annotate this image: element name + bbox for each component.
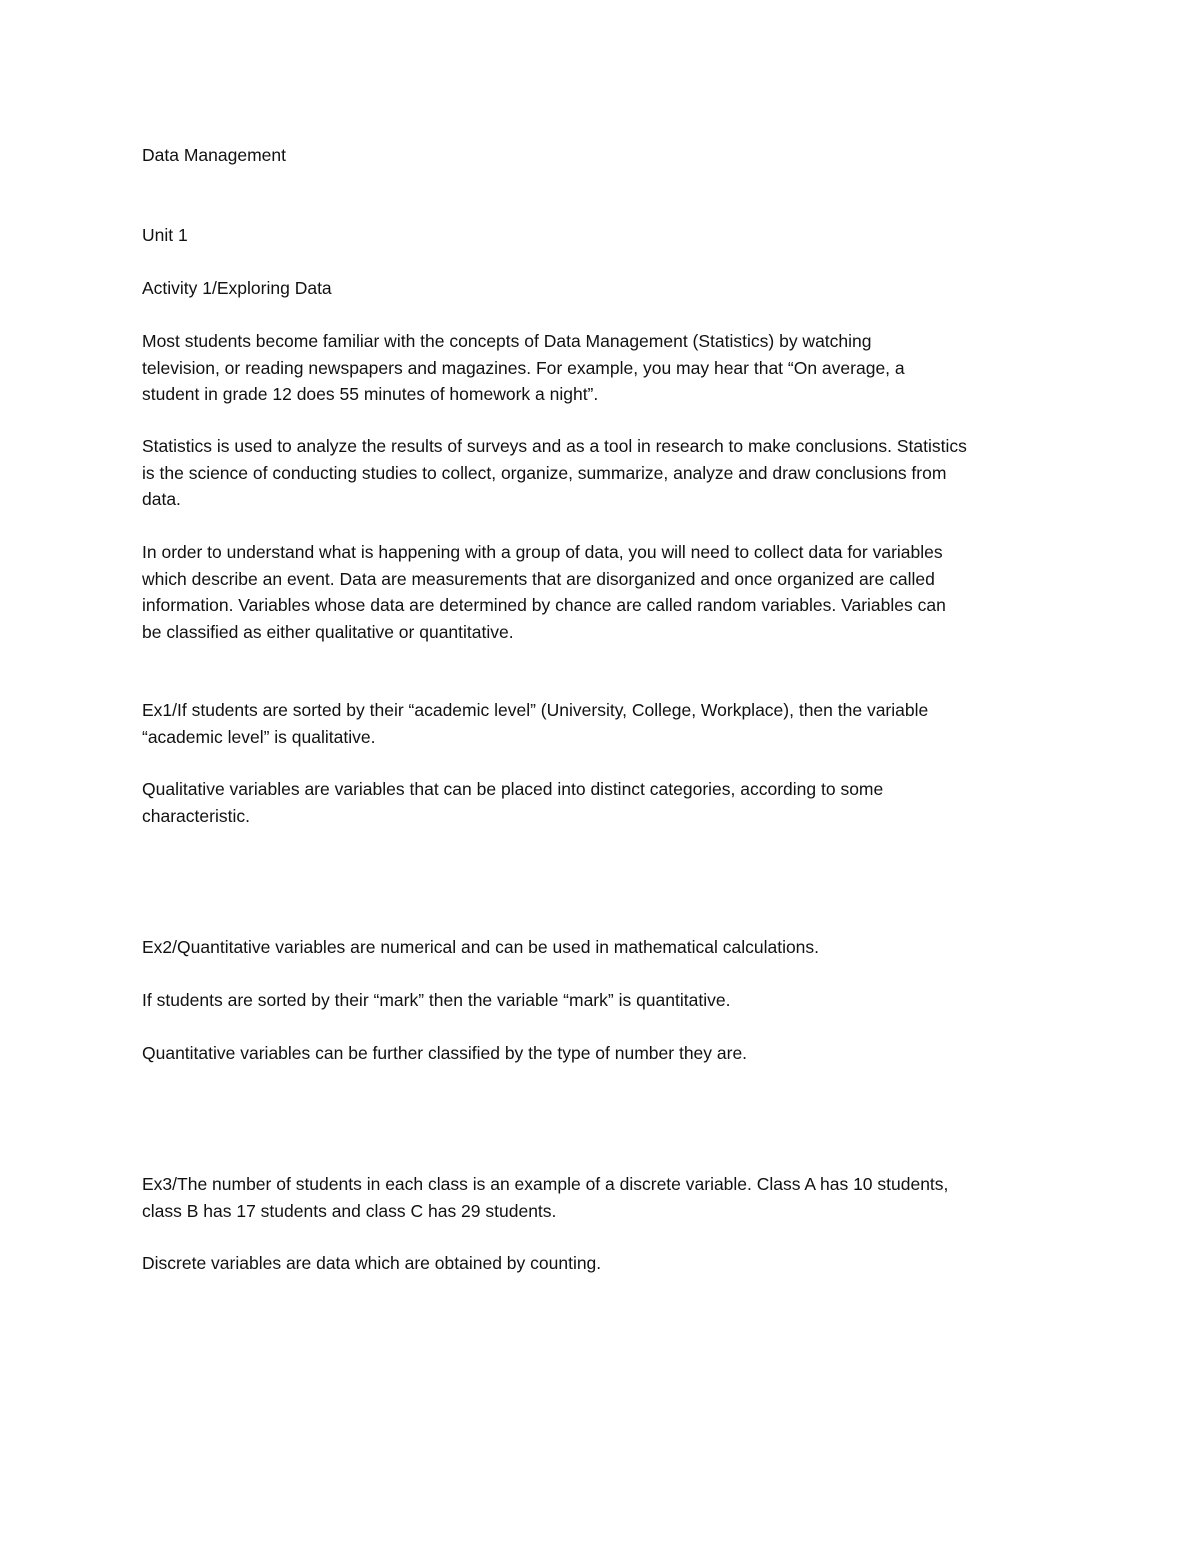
mark-sentence: [142, 987, 730, 1014]
paragraph-line: If students are sorted by their “mark” then the variable “mark” is quantitative.: [142, 990, 731, 1010]
example-3: [142, 1171, 948, 1224]
document-title: [142, 142, 286, 169]
paragraph-line: which describe an event. Data are measurements that are disorganized and once organized are called: [142, 568, 935, 589]
example-2: [142, 934, 819, 961]
paragraph-variables: [142, 539, 946, 645]
activity-heading: [142, 275, 332, 302]
unit-heading: [142, 222, 188, 249]
paragraph-line: class B has 17 students and class C has 29 students.: [142, 1200, 557, 1221]
paragraph-line: television, or reading newspapers and magazines. For example, you may hear that “On average, a: [142, 357, 905, 378]
paragraph-line: data.: [142, 489, 181, 509]
discrete-definition: [142, 1250, 601, 1277]
qualitative-definition: [142, 776, 883, 829]
paragraph-line: information. Variables whose data are determined by chance are called random variables. Variables can: [142, 595, 946, 615]
activity-text: Activity 1/Exploring Data: [142, 278, 332, 298]
paragraph-line: is the science of conducting studies to collect, organize, summarize, analyze and draw conclusions from: [142, 462, 947, 483]
paragraph-line: student in grade 12 does 55 minutes of homework a night”.: [142, 384, 599, 404]
paragraph-statistics: [142, 433, 967, 513]
paragraph-line: Ex3/The number of students in each class is an example of a discrete variable. Class A has 10 students,: [142, 1174, 949, 1194]
example-1: [142, 697, 928, 750]
paragraph-line: Ex1/If students are sorted by their “academic level” (University, College, Workplace), then the variable: [142, 700, 929, 720]
paragraph-line: characteristic.: [142, 805, 250, 826]
title-text: Data Management: [142, 145, 286, 165]
paragraph-line: Ex2/Quantitative variables are numerical and can be used in mathematical calculations.: [142, 937, 820, 957]
paragraph-line: Quantitative variables can be further classified by the type of number they are.: [142, 1043, 748, 1063]
paragraph-line: Statistics is used to analyze the results of surveys and as a tool in research to make conclusions. Statistics: [142, 436, 967, 456]
paragraph-line: be classified as either qualitative or quantitative.: [142, 621, 514, 642]
paragraph-line: “academic level” is qualitative.: [142, 726, 376, 747]
quantitative-further: [142, 1040, 747, 1067]
paragraph-line: Qualitative variables are variables that can be placed into distinct categories, according to some: [142, 779, 884, 799]
paragraph-intro: [142, 328, 905, 408]
paragraph-line: Discrete variables are data which are obtained by counting.: [142, 1253, 602, 1273]
paragraph-line: In order to understand what is happening with a group of data, you will need to collect data for variables: [142, 542, 943, 562]
unit-text: Unit 1: [142, 225, 188, 245]
paragraph-line: Most students become familiar with the concepts of Data Management (Statistics) by watching: [142, 331, 872, 351]
